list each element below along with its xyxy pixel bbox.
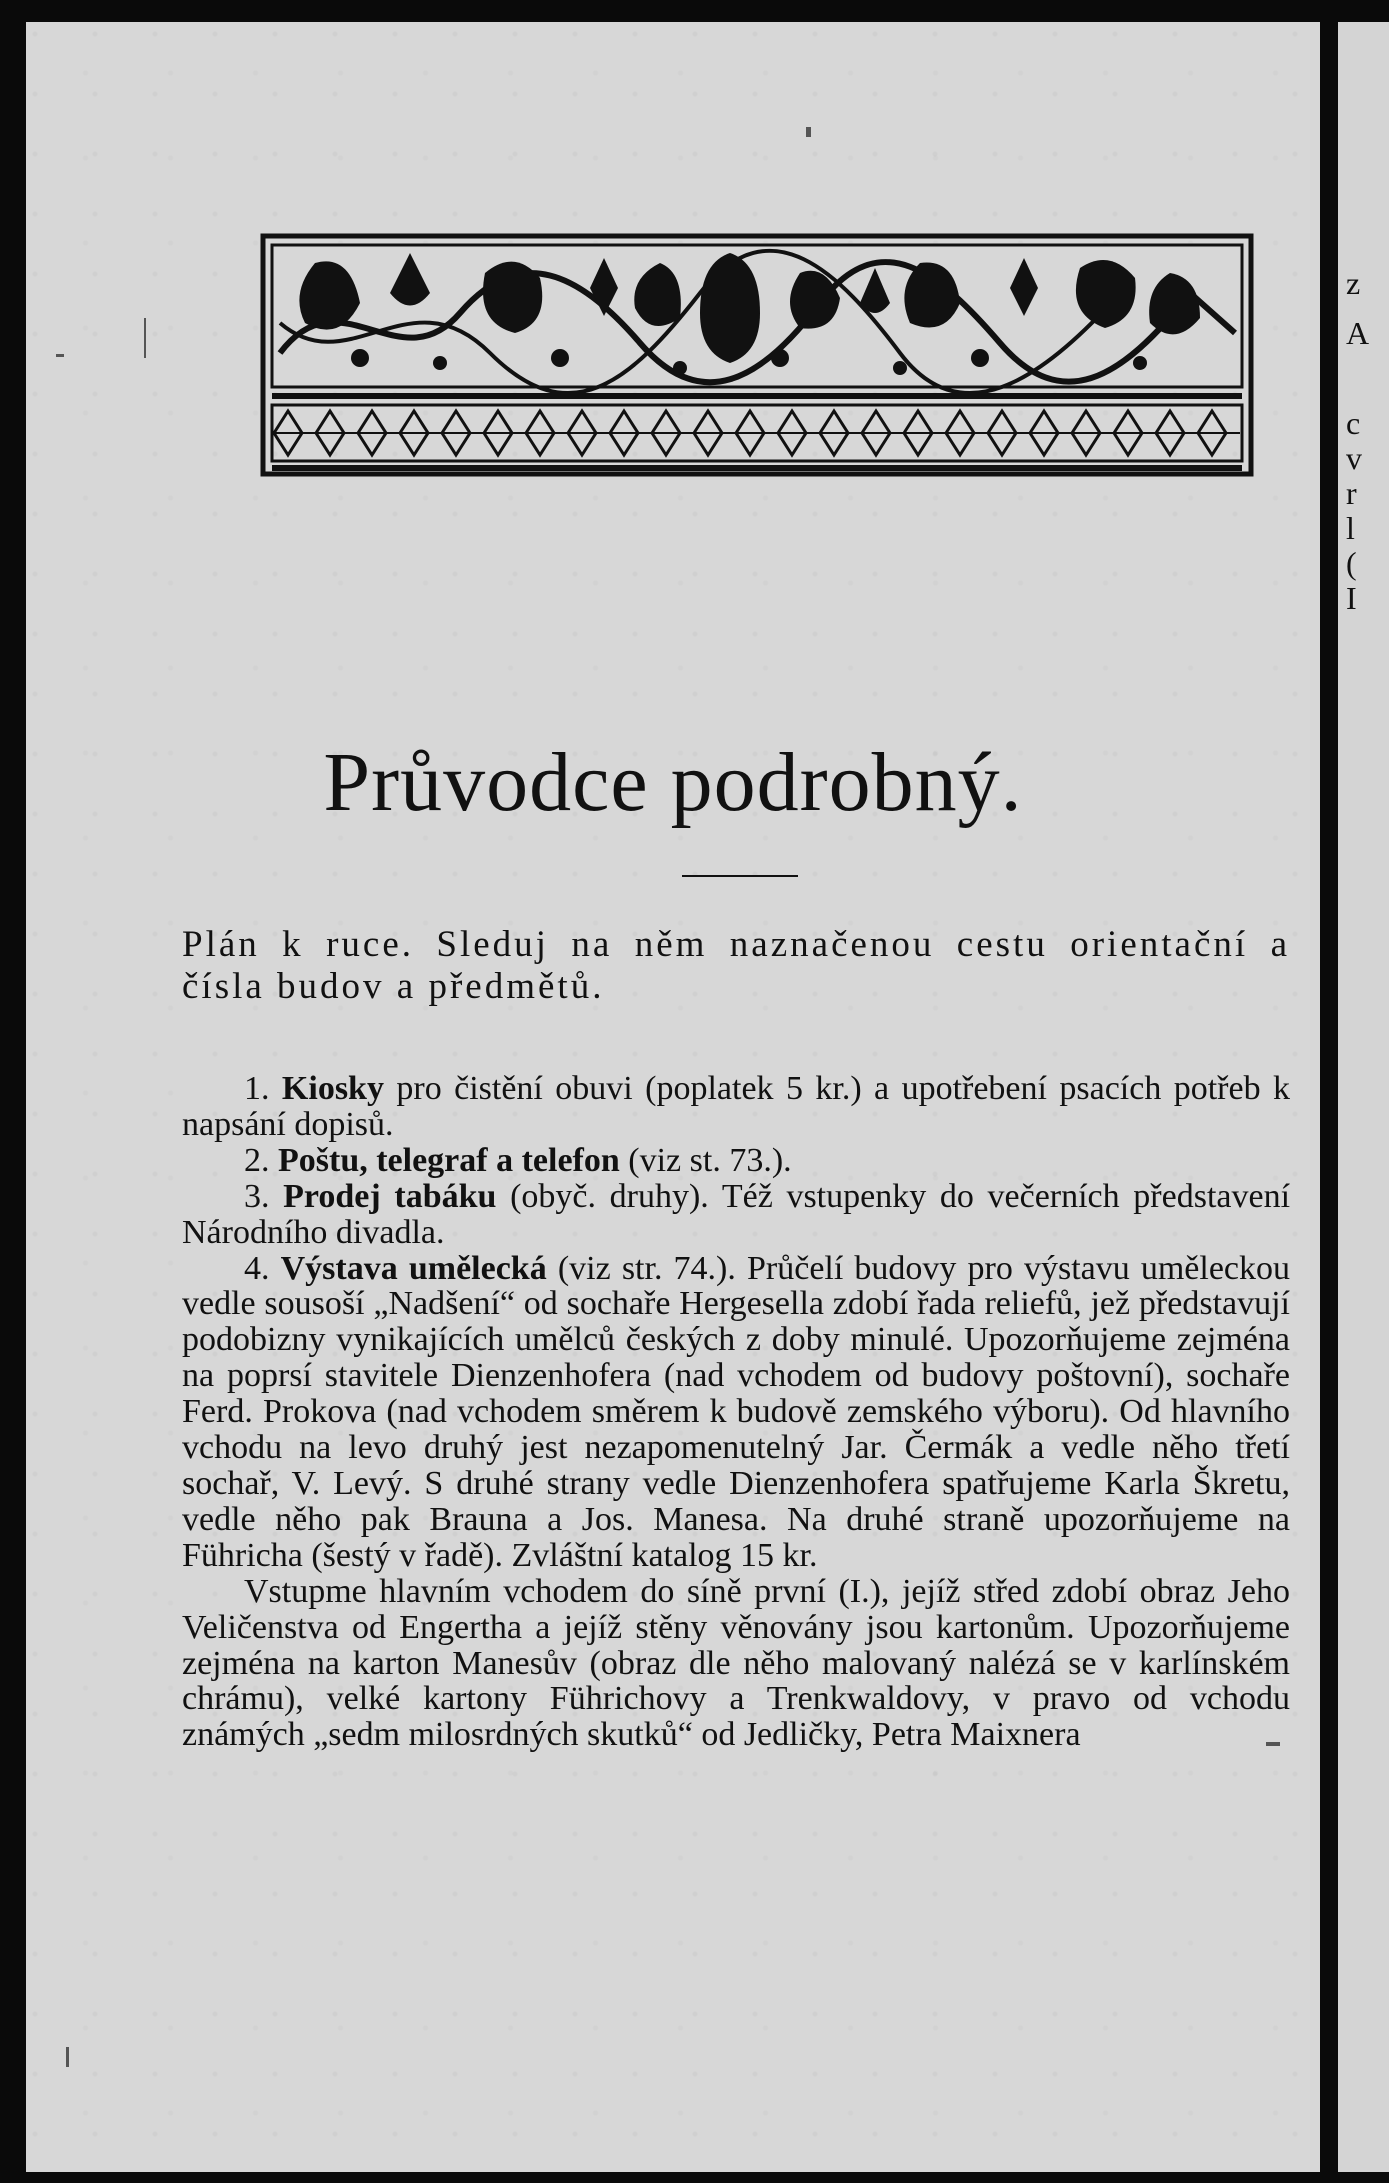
adjacent-page-edge bbox=[1338, 22, 1389, 2172]
scan-speck bbox=[66, 2047, 69, 2067]
item-number: 3. bbox=[244, 1177, 270, 1215]
item-heading: Poštu, telegraf a telefon bbox=[278, 1141, 620, 1179]
scan-speck bbox=[806, 127, 811, 137]
item-heading: Prodej tabáku bbox=[283, 1177, 497, 1215]
item-text: (viz st. 73.). bbox=[628, 1141, 792, 1179]
adjacent-fragment: I bbox=[1346, 580, 1357, 616]
adjacent-fragment: v bbox=[1346, 440, 1362, 476]
page-title: Průvodce podrobný. bbox=[323, 736, 1023, 829]
scan-speck bbox=[144, 318, 146, 358]
adjacent-fragment: l bbox=[1346, 510, 1355, 546]
item-number: 4. bbox=[244, 1249, 270, 1287]
adjacent-fragment: z bbox=[1346, 265, 1361, 301]
adjacent-fragment: ( bbox=[1346, 545, 1357, 581]
item-text: (viz str. 74.). Průčelí budovy pro výstavu uměleckou vedle sousoší „Nadšení“ od sochaře Hergesella zdobí řada reliefů, jež představují podobizny vynikajících umělců českých z doby minulé. Upozorňujeme zejména na poprsí stavitele Dienzenhofera (nad vchodem od budovy poštovní), sochaře Ferd. Prokova (nad vchodem směrem k budově zemského výboru). Od hlavního vchodu na levo druhý jest nezapomenutelný Jar. Čermák a vedle něho třetí sochař, V. Levý. S druhé strany vedle Dienzenhofera spatřujeme Karla Škretu, vedle něho pak Brauna a Jos. Manesa. Na druhé straně upozorňujeme na Führicha (šestý v řadě). Zvláštní katalog 15 kr. bbox=[182, 1249, 1291, 1574]
item-heading: Výstava umělecká bbox=[280, 1249, 547, 1287]
list-item bbox=[182, 1143, 1290, 1179]
intro-text: Plán k ruce. Sleduj na něm naznačenou cestu orientační a čísla budov a předmětů. bbox=[182, 924, 1290, 1007]
guide-body bbox=[182, 1071, 1290, 1753]
item-number: 2. bbox=[244, 1141, 270, 1179]
list-item bbox=[182, 1179, 1290, 1251]
item-text: pro čistění obuvi (poplatek 5 kr.) a upotřebení psacích potřeb k napsání dopisů. bbox=[182, 1070, 1291, 1143]
item-heading: Kiosky bbox=[281, 1070, 384, 1107]
title-divider bbox=[682, 875, 798, 877]
list-item bbox=[182, 1071, 1290, 1143]
item-number: 1. bbox=[244, 1070, 270, 1107]
book-page bbox=[26, 22, 1320, 2172]
adjacent-fragment: c bbox=[1346, 405, 1361, 441]
floral-ornament-header bbox=[260, 233, 1254, 477]
list-item bbox=[182, 1251, 1290, 1574]
adjacent-fragment: A bbox=[1346, 315, 1370, 351]
body-paragraph: Vstupme hlavním vchodem do síně první (I.), jejíž střed zdobí obraz Jeho Veličenstva od Engertha a jejíž stěny věnovány jsou kartonům. Upozorňujeme zejména na karton Manesův (obraz dle něho malovaný nalézá se v karlínském chrámu), velké kartony Führichovy a Trenkwaldovy, v pravo od vchodu známých „sedm milosrdných skutků“ od Jedličky, Petra Maixnera bbox=[182, 1572, 1290, 1754]
scan-speck bbox=[1266, 1742, 1280, 1746]
adjacent-fragment: r bbox=[1346, 475, 1357, 511]
scan-speck bbox=[56, 354, 64, 357]
item-text: (obyč. druhy). Též vstupenky do večerních představení Národního divadla. bbox=[182, 1177, 1291, 1251]
